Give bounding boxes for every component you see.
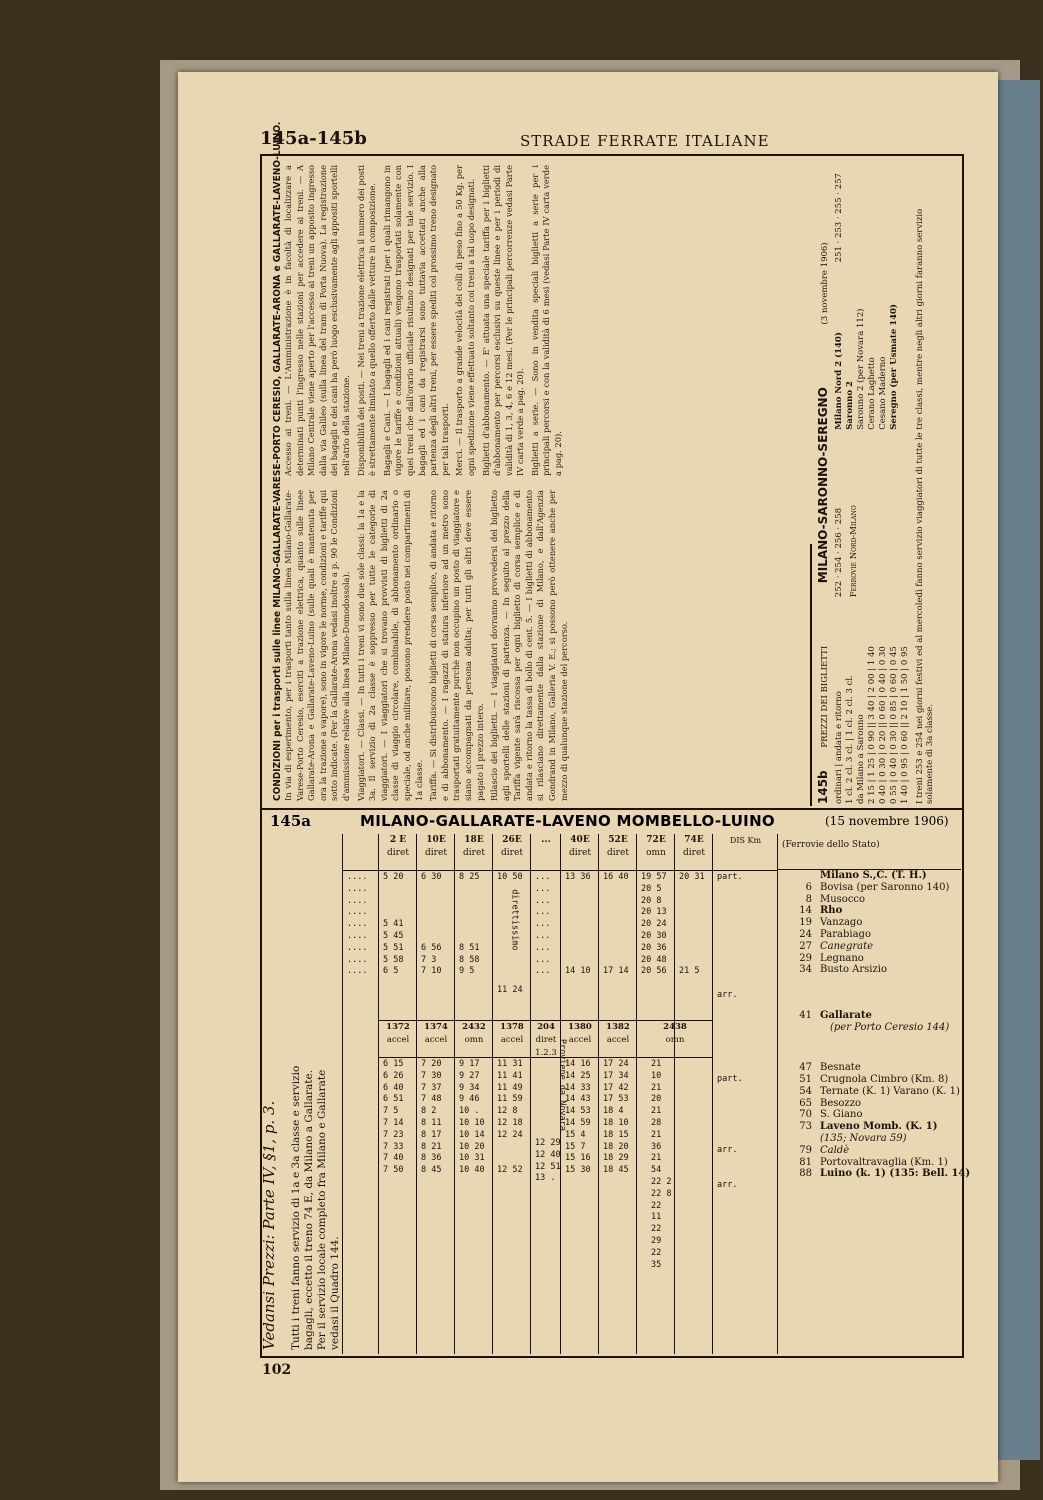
service-note: Tutti i treni fanno servizio di 1a e 3a classe e servizio bagagli, eccetto il treno 74 E, da Milano a Gallarate. Per il servizio locale completo fra Milano e Gallarate vedasi il Quadro 144. [290, 1065, 341, 1350]
conditions-paragraph: Disponibilità dei posti. — Nei treni a trazione elettrica il numero dei posti è strettamente limitato a quello offerto dalle vetture in composizione. [355, 165, 378, 476]
train-header: 1374 accel [417, 1020, 455, 1058]
prices-title: PREZZI DEI BIGLIETTI [820, 645, 830, 748]
price-row: 1 40 | 0 95 | 0 60 || 2 10 | 1 50 | 0 95 [900, 646, 910, 804]
station-name: Cesano Maderno [878, 356, 888, 430]
station-row: 88 Luino (k. 1) (135: Bell. 14) [799, 1168, 971, 1180]
station-row: 47 Besnate [799, 1062, 861, 1074]
stations-top [778, 870, 961, 976]
train-column [636, 834, 687, 1354]
train-header: 2 E diret [379, 834, 417, 871]
saronno-title: MILANO-SARONNO-SEREGNO [816, 387, 830, 584]
station-row: 81 Portovaltravaglia (Km. 1) [799, 1156, 948, 1168]
train-times: .... .... .... .... .... .... .... .... .... [347, 872, 368, 977]
train-header: 26E diret [493, 834, 531, 871]
saronno-trains: 252 · 254 · 256 · 258 Ferrovie Nord-Milano [834, 440, 911, 597]
main-timetable-section [260, 810, 971, 1356]
main-table-code: 145a [270, 812, 312, 830]
main-table-date: (15 novembre 1906) [825, 814, 949, 828]
station-row: 27 Canegrate [799, 940, 874, 952]
train-times: 9 17 9 27 9 34 9 46 10 . 10 10 10 14 10 20 10 31 10 40 [459, 1059, 485, 1176]
page-title: STRADE FERRATE ITALIANE [520, 132, 770, 150]
train-column [674, 834, 713, 1354]
train-header: 74E diret [675, 834, 713, 871]
saronno-trains-b: 251 · 253 · 255 · 257 [834, 173, 844, 263]
station-row: 79 Caldè [799, 1144, 850, 1156]
train-header: 40E diret [561, 834, 599, 871]
train-times: 14 16 14 25 14 33 14 43 14 53 14 59 15 4 15 7 15 16 15 30 [565, 1059, 591, 1176]
train-times: 6 30 6 56 7 3 7 10 [421, 872, 442, 977]
train-number: 251 [834, 246, 844, 263]
prices-rows [834, 607, 911, 804]
railway-name: (Ferrovie dello Stato) [778, 834, 961, 870]
saronno-stations [834, 272, 911, 429]
saronno-railway: Ferrovie Nord-Milano [849, 505, 859, 598]
part-arr-labels: part. arr. [717, 872, 743, 1000]
station-row: 65 Besozzo [799, 1097, 861, 1109]
part-arr-labels: part. arr. arr. [717, 1074, 743, 1191]
train-times: 7 20 7 30 7 37 7 48 8 2 8 11 8 17 8 21 8 36 8 45 [421, 1059, 442, 1176]
dis-header: DIS Km [713, 834, 778, 871]
train-header: ... [531, 834, 561, 871]
train-number: 252 [834, 580, 844, 598]
train-number: 254 [834, 556, 844, 573]
train-times: 13 36 14 10 [565, 872, 591, 977]
train-header: 10E diret [417, 834, 455, 871]
train-header: 2438 omn [637, 1020, 713, 1058]
conditions-body [283, 165, 570, 801]
train-header: 1380 accel [561, 1020, 599, 1058]
conditions-paragraph: Biglietti d'abbonamento. — E' attuata una speciale tariffa per i biglietti d'abbonamento per percorsi esclusivi su queste linee e per i periodi di validità di 1, 3, 4, 6 e 12 mesi. (Per le principali percorrenze vedasi Parte IV carta verde a pag. 20). [480, 165, 526, 476]
train-times: ... ... ... ... ... ... ... ... ... [535, 872, 551, 977]
saronno-seregno-block [816, 164, 964, 804]
train-header: 1378 accel [493, 1020, 531, 1058]
conditions-paragraph: Rilascio dei biglietti. — I viaggiatori dovranno provvedersi del biglietto agli sportelli delle stazioni di partenza. — In seguito al prezzo della Tariffa vigente sarà riscossa per ogni biglietto di corsa semplice e di andata e ritorno la tassa di bollo di cent. 5. — I biglietti di abbonamento si rilasciano direttamente dalla stazione di Milano, e dall'Agenzia Gondrand in Milano, Galleria V. E.; si possono però ottenere anche per mezzo di qualunque stazione del percorso. [489, 490, 569, 801]
train-column [454, 834, 493, 1354]
train-times: Proviene da Novara 12 29 12 40 12 51 13 . [535, 1038, 567, 1184]
station-row: 14 Rho [799, 905, 843, 917]
conditions-paragraph: Bagagli e Cani. — I bagagli ed i cani registrati (per i quali rimangono in vigore le tariffe e condizioni attuali) vengono trasportati solamente con quei treni che dall'orario ufficiale risultano designati per tale servizio. I bagagli ed i cani da registrarsi sono tuttavia accettati anche alla partenza degli altri treni, per essere spediti col prossimo treno designato per tali trasporti. [381, 165, 450, 476]
station-name: Saronno 2 (per Novara 112) [856, 308, 866, 430]
station-name: Milano Nord 2 (140) [834, 332, 844, 430]
train-column [530, 834, 567, 1354]
station-row: 19 Vanzago [799, 917, 863, 929]
conditions-paragraph: Viaggiatori. — Classi. — In tutti i treni vi sono due sole classi: la 1a e la 3a. Il servizio di 2a classe è soppresso per tutte le categorie di viaggiatori. — I viaggiatori che si trovano provvisti di biglietti di 2a classe di viaggio circolare, combinabile, di abbonamento ordinario o speciale, od anche militare, possono prendere posto nei compartimenti di 1a classe. [355, 490, 424, 801]
conditions-paragraph: Merci. — Il trasporto a grande velocità dei colli di peso fino a 50 Kg. per ogni spedizione viene effettuato soltanto coi treni a tal uopo designati. [454, 165, 476, 476]
train-header: 1372 accel [379, 1020, 417, 1058]
train-column [416, 834, 455, 1354]
station-name: Cerano Laghetto [867, 357, 877, 430]
train-header: 52E diret [599, 834, 637, 871]
train-header: 204 diret 1.2.3 [531, 1020, 561, 1058]
station-sub: (per Porto Ceresio 144) [830, 1021, 950, 1033]
station-row: 54 Ternate (K. 1) Varano (K. 1) [799, 1085, 960, 1097]
train-times: 6 15 6 26 6 40 6 51 7 5 7 14 7 23 7 33 7 40 7 50 [383, 1059, 404, 1176]
price-row: 2 15 | 1 25 | 0 90 || 3 40 | 2 00 | 1 40 [867, 646, 877, 804]
station-row: 70 S. Giano [799, 1109, 863, 1121]
train-column [560, 834, 599, 1354]
train-times: 11 31 11 41 11 49 11 59 12 8 12 18 12 24 12 52 [497, 1059, 523, 1176]
main-table-title: MILANO-GALLARATE-LAVENO MOMBELLO-LUINO [360, 812, 775, 830]
saronno-date: (3 novembre 1906) [820, 242, 830, 325]
provenance-label: Proviene da Novara [556, 1038, 567, 1131]
price-row: da Milano a Saronno [856, 714, 866, 804]
train-column [598, 834, 637, 1354]
train-header: 2432 omn [455, 1020, 493, 1058]
station-row: 29 Legnano [799, 952, 864, 964]
train-times: 21 10 21 20 21 28 21 36 21 54 22 2 22 8 22 11 22 29 22 35 [651, 1059, 672, 1270]
saronno-footnote: I treni 253 e 254 nei giorni festivi ed al mercoledì fanno servizio viaggiatori di tutte le tre classi, mentre negli altri giorni faranno servizio solamente di 3a classe. [915, 208, 935, 804]
train-header: 72E omn [637, 834, 675, 871]
station-row: 24 Parabiago [799, 928, 871, 940]
price-row: 0 40 | 0 30 | 0 20 || 0 60 | 0 40 | 0 30 [878, 646, 888, 804]
train-header [343, 834, 379, 871]
conditions-paragraph: In via di esperimento, per i trasporti tanto sulla linea Milano-Gallarate-Varese-Porto Ceresio, eserciti a trazione elettrica, quanto sulle linee Gallarate-Arona e Gallarate-Laveno-Luino (sulle quali è mantenuta per ora la trazione a vapore), sono in vigore le norme, condizioni e tariffe qui sotto indicate. (Per la Gallarate-Arona vedasi inoltre a p. 90 le Condizioni d'ammissione relative alla linea Milano-Domodossola). [283, 490, 351, 801]
page-header [260, 126, 920, 152]
train-column [492, 834, 531, 1354]
conditions-title: CONDIZIONI per i trasporti sulle linee MILANO-GALLARATE-VARESE-PORTO CERESIO, GALLARATE-ARONA e GALLARATE-LAVENO-LUINO. [272, 121, 283, 801]
conditions-paragraph: Biglietti a serie. — Sono in vendita speciali biglietti a serie per i principali percorsi e con la validità di 6 mesi (vedasi Parte IV carta verde a pag. 20). [529, 165, 564, 476]
train-times: 20 31 21 5 [679, 872, 705, 977]
train-column [378, 834, 417, 1354]
conditions-paragraph: Accesso ai treni. — L'Amministrazione è in facoltà di localizzare a determinati punti l'ingresso nelle stazioni per accedere ai treni. — A Milano Centrale viene aperto per l'accesso ai treni un apposito ingresso dalla via Galileo (sulla linea del tram di Porta Nuova). La registrazione dei bagagli e dei cani ha però luogo esclusivamente agli appositi sportelli nell'atrio della stazione. [283, 165, 351, 476]
train-header: 18E diret [455, 834, 493, 871]
direttissimo-label: direttissimo [509, 888, 520, 951]
train-number: 253 [834, 221, 844, 239]
conditions-paragraph: Tariffa. — Si distribuiscono biglietti di corsa semplice, di andata e ritorno e di abbonamento. — I ragazzi di statura inferiore ad un metro sono trasportati gratuitamente purchè non occupino un posto di viaggiatore e siano accompagnati da persona adulta; per tutti gli altri deve essere pagato il prezzo intero. [428, 490, 485, 801]
station-name: Seregno (per Usmate 140) [889, 304, 899, 430]
train-times: 17 24 17 34 17 42 17 53 18 4 18 10 18 15 18 20 18 29 18 45 [603, 1059, 629, 1176]
station-row: (135; Novara 59) [820, 1132, 907, 1144]
main-table-header [270, 812, 960, 830]
timetable-page [178, 72, 998, 1482]
train-grid [342, 834, 971, 1354]
station-row: 6 Bovisa (per Saronno 140) [805, 881, 950, 893]
station-row: 8 Musocco [805, 893, 866, 905]
price-row: ordinari | andata e ritorno [834, 691, 844, 804]
train-times: 10 50 direttissimo 11 24 [497, 872, 523, 995]
train-column [342, 834, 379, 1354]
station-row: 41 Gallarate [799, 1010, 872, 1022]
prices-reference: Vedansi Prezzi: Parte IV, §1, p. 3. [260, 1100, 278, 1350]
prices-code: 145b [816, 770, 830, 804]
price-row: 0 55 | 0 40 | 0 30 || 0 85 | 0 60 | 0 45 [889, 646, 899, 804]
station-name: Saronno 2 [845, 381, 855, 430]
saronno-seregno-section [810, 173, 964, 806]
train-times: 16 40 17 14 [603, 872, 629, 977]
train-times: 8 25 8 51 8 58 9 5 [459, 872, 480, 977]
train-number: 255 [834, 197, 844, 214]
distance-column [712, 834, 778, 1354]
train-times: 5 20 5 41 5 45 5 51 5 58 6 5 [383, 872, 404, 977]
train-number: 256 [834, 532, 844, 549]
table-number: 145a-145b [260, 128, 367, 149]
stations-bottom [778, 1062, 971, 1180]
page-number: 102 [262, 1362, 292, 1378]
station-row: 51 Crugnola Cimbro (Km. 8) [799, 1073, 949, 1085]
train-number: 257 [834, 173, 844, 190]
train-times: 19 57 20 5 20 8 20 13 20 24 20 30 20 36 20 48 20 56 [641, 872, 667, 977]
station-row: 73 Laveno Momb. (K. 1) [799, 1121, 938, 1133]
gallarate-block [778, 1010, 961, 1046]
station-list [777, 834, 971, 1354]
price-row: 1 cl. 2 cl. 3 cl. | 1 cl. 2 cl. 3 cl. [845, 675, 855, 804]
train-header: 1382 accel [599, 1020, 637, 1058]
station-row: 34 Busto Arsizio [799, 964, 887, 976]
train-number: 258 [834, 507, 844, 525]
station-row: Milano S.,C. (T. H.) [820, 870, 927, 881]
